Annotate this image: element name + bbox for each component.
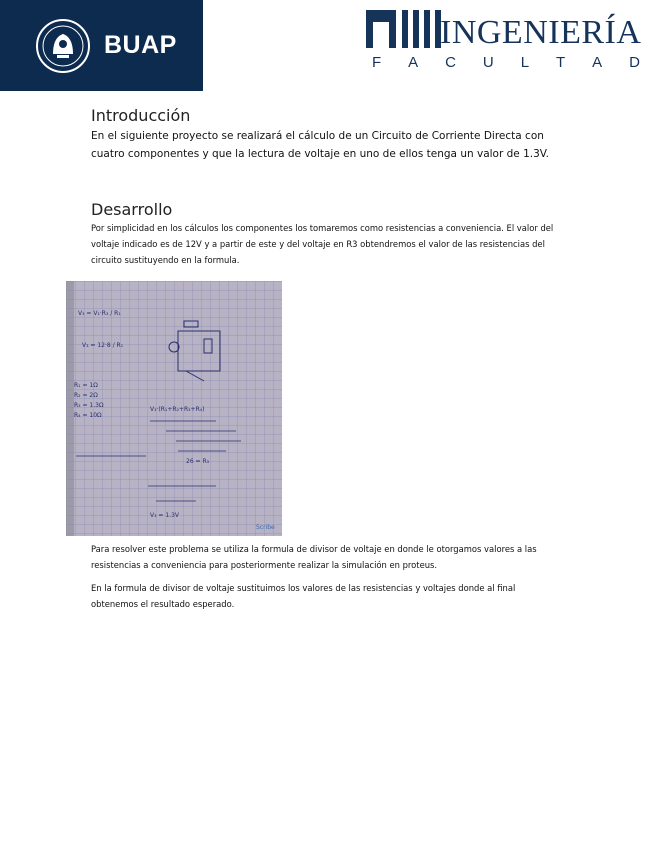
intro-heading: Introducción [91, 106, 191, 125]
photo-line: R₂ = 2Ω [74, 392, 98, 399]
faculty-letter: D [629, 54, 640, 71]
faculty-letter: A [592, 54, 603, 71]
faculty-letter: L [520, 54, 530, 71]
faculty-letter: T [555, 54, 566, 71]
photo-watermark: Scribe [256, 524, 275, 531]
buap-logo-text: BUAP [104, 31, 177, 59]
faculty-logo-word: INGENIERÍA [440, 14, 642, 51]
photo-line: R₁ = 1Ω [74, 382, 98, 389]
photo-line: V₃·(R₁+R₂+R₃+R₄) [150, 406, 205, 413]
handwritten-calculation-photo [66, 281, 282, 536]
development-text: Por simplicidad en los cálculos los componentes los tomaremos como resistencias a conveniencia. El valor del voltaje indicado es de 12V y a partir de este y del voltaje en R3 obtendremos el valor de las resistencias del circuito sustituyendo en la formula. [91, 223, 554, 265]
photo-line: R₄ = 10Ω [74, 412, 102, 419]
faculty-logo [366, 10, 646, 72]
faculty-letter: U [482, 54, 494, 71]
faculty-letter: A [408, 54, 419, 71]
faculty-logo-bars-icon [366, 10, 444, 48]
photo-line: V₃ = V₁·R₃ / R₁ [78, 310, 121, 317]
faculty-letter: F [372, 54, 382, 71]
intro-text: En el siguiente proyecto se realizará el cálculo de un Circuito de Corriente Directa con cuatro componentes y que la lectura de voltaje en uno de ellos tenga un valor de 1.3V. [91, 130, 549, 160]
development-paragraph-3: En la formula de divisor de voltaje sustituimos los valores de las resistencias y voltajes donde al final obtenemos el resultado esperado. [91, 583, 516, 609]
development-heading: Desarrollo [91, 200, 173, 219]
photo-line: 26 = R₃ [186, 458, 210, 465]
photo-line: R₃ = 1.3Ω [74, 402, 104, 409]
faculty-letter: C [445, 54, 456, 71]
photo-line: V₃ = 12·8 / R₁ [82, 342, 124, 349]
buap-seal-icon [35, 18, 91, 74]
buap-logo [0, 0, 203, 91]
development-paragraph-2: Para resolver este problema se utiliza la formula de divisor de voltaje en donde le otorgamos valores a las resistencias a conveniencia para posteriormente realizar la simulación en proteus. [91, 544, 537, 570]
photo-line: V₃ = 1.3V [150, 512, 179, 519]
faculty-logo-subtitle [372, 54, 640, 71]
